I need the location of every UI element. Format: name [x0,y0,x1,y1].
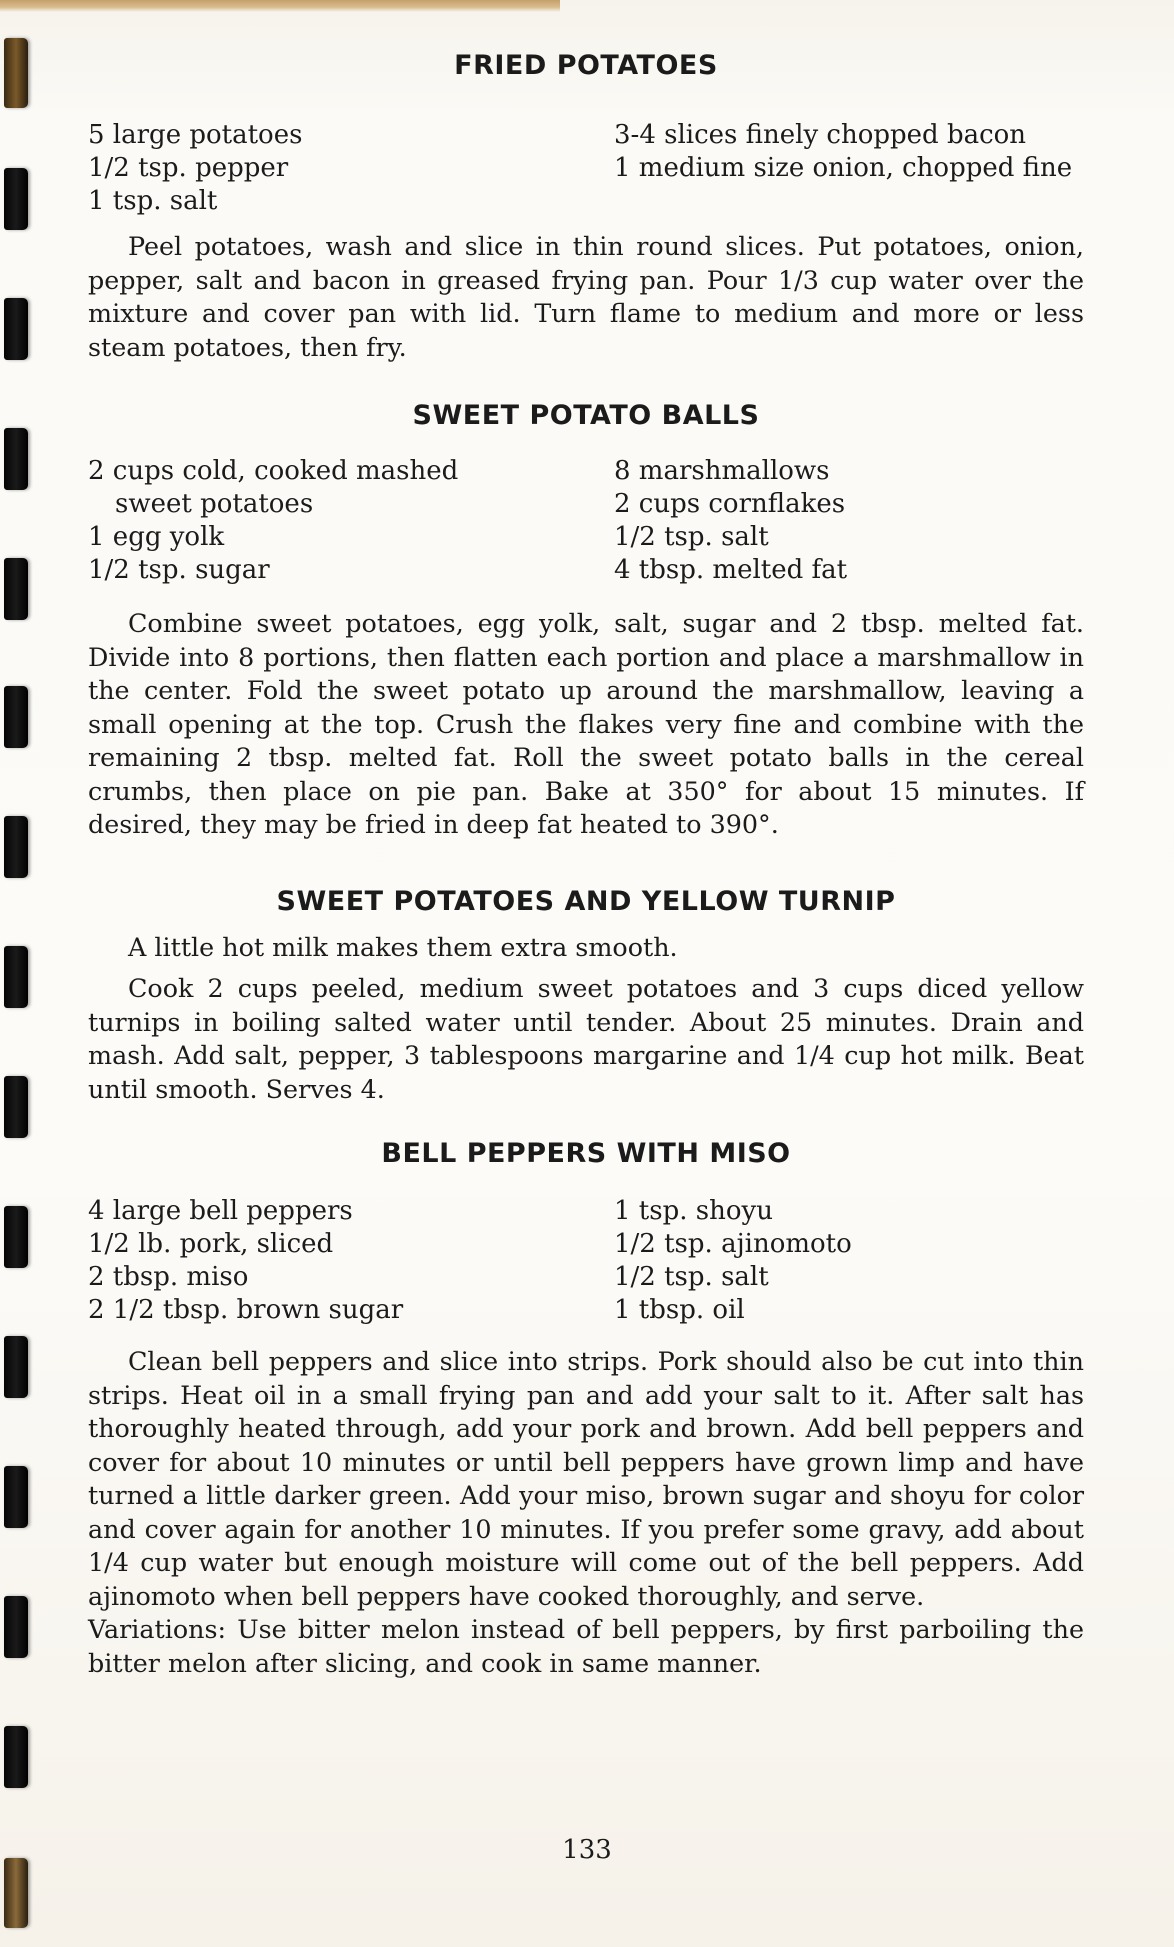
binding-ring [4,1726,28,1788]
recipe-title: FRIED POTATOES [454,50,718,81]
binding-ring [4,686,28,748]
ingredient-item: 1/2 tsp. ajinomoto [614,1229,852,1259]
binding-ring [4,1858,28,1928]
ingredient-item: 8 marshmallows [614,456,830,486]
recipe-fried-potatoes [88,50,1084,364]
ingredient-item: 1/2 lb. pork, sliced [88,1229,334,1259]
ingredient-column-left [88,455,588,587]
binding-ring [4,1596,28,1658]
binding-ring [4,558,28,620]
binding-ring [4,1336,28,1398]
recipe-instructions: Combine sweet potatoes, egg yolk, salt, sugar and 2 tbsp. melted fat. Divide into 8 portions, then flatten each portion and place a marshmallow in the center. Fold the sweet potato up around the marshmallow, leaving a small opening at the top. Crush the flakes very fine and combine with the remaining 2 tbsp. melted fat. Roll the sweet potato balls in the cereal crumbs, then place on pie pan. Bake at 350° for about 15 minutes. If desired, they may be fried in deep fat heated to 390°. [88,608,1084,839]
binding-ring [4,946,28,1008]
recipe-title: SWEET POTATO BALLS [412,400,760,431]
ingredient-list [88,119,1084,218]
spiral-binding [0,0,40,1947]
binding-ring [4,168,28,230]
recipe-intro: A little hot milk makes them extra smooth. [128,931,678,962]
ingredient-column-right [614,1195,1084,1327]
ingredient-item: 4 tbsp. melted fat [614,555,848,585]
ingredient-item: 1/2 tsp. sugar [88,555,270,585]
ingredient-column-right [614,119,1084,218]
recipe-instructions: Clean bell peppers and slice into strips. Pork should also be cut into thin strips. Heat oil in a small frying pan and add your salt to it. After salt has thoroughly heated through, add your pork and brown. Add bell peppers and cover for about 10 minutes or until bell peppers have grown limp and have turned a little darker green. Add your miso, brown sugar and shoyu for color and cover again for another 10 minutes. If you prefer some gravy, add about 1/4 cup water but enough moisture will come out of the bell peppers. Add ajinomoto when bell peppers have cooked thoroughly, and serve. [88,1346,1084,1611]
ingredient-item: 2 cups cornflakes [614,489,846,519]
ingredient-column-left [88,119,588,218]
ingredient-item: 2 1/2 tbsp. brown sugar [88,1295,404,1325]
recipe-instructions: Cook 2 cups peeled, medium sweet potatoes and 3 cups diced yellow turnips in boiling salted water until tender. About 25 minutes. Drain and mash. Add salt, pepper, 3 tablespoons margarine and 1/4 cup hot milk. Beat until smooth. Serves 4. [88,973,1084,1104]
ingredient-list [88,1195,1084,1327]
ingredient-column-left [88,1195,588,1327]
ingredient-item: 1/2 tsp. salt [614,1262,769,1292]
ingredient-item: 1/2 tsp. salt [614,522,769,552]
ingredient-item: 3-4 slices finely chopped bacon [614,120,1027,150]
binding-ring [4,1466,28,1528]
binding-ring [4,38,28,108]
binding-ring [4,1076,28,1138]
binding-ring [4,1206,28,1268]
recipe-instructions: Peel potatoes, wash and slice in thin round slices. Put potatoes, onion, pepper, salt and bacon in greased frying pan. Pour 1/3 cup water over the mixture and cover pan with lid. Turn flame to medium and more or less steam potatoes, then fry. [88,231,1084,362]
ingredient-item: 1 egg yolk [88,522,225,552]
ingredient-item: 5 large potatoes [88,120,303,150]
ingredient-item: 4 large bell peppers [88,1196,353,1226]
recipe-title: BELL PEPPERS WITH MISO [381,1138,791,1169]
ingredient-item: 2 tbsp. miso [88,1262,249,1292]
page-number: 133 [562,1835,612,1865]
ingredient-item: 1/2 tsp. pepper [88,153,289,183]
ingredient-item: sweet potatoes [115,489,314,519]
recipe-sweet-potato-balls [88,400,1084,842]
ingredient-item: 1 tbsp. oil [614,1295,745,1325]
binding-ring [4,298,28,360]
ingredient-item: 1 tsp. shoyu [614,1196,773,1226]
binding-ring [4,428,28,490]
recipe-bell-peppers-miso [88,1138,1084,1680]
ingredient-item: 1 medium size onion, chopped fine [614,153,1073,183]
page-top-edge [0,0,560,12]
recipe-variations: Variations: Use bitter melon instead of bell peppers, by first parboiling the bitter melon after slicing, and cook in same manner. [88,1614,1084,1678]
page-content [88,50,1084,1680]
recipe-sweet-potatoes-turnip [88,886,1084,1107]
binding-ring [4,816,28,878]
ingredient-item: 1 tsp. salt [88,186,218,216]
ingredient-column-right [614,455,1084,587]
ingredient-item: 2 cups cold, cooked mashed [88,456,459,486]
recipe-title: SWEET POTATOES AND YELLOW TURNIP [276,885,896,917]
ingredient-list [88,455,1084,587]
